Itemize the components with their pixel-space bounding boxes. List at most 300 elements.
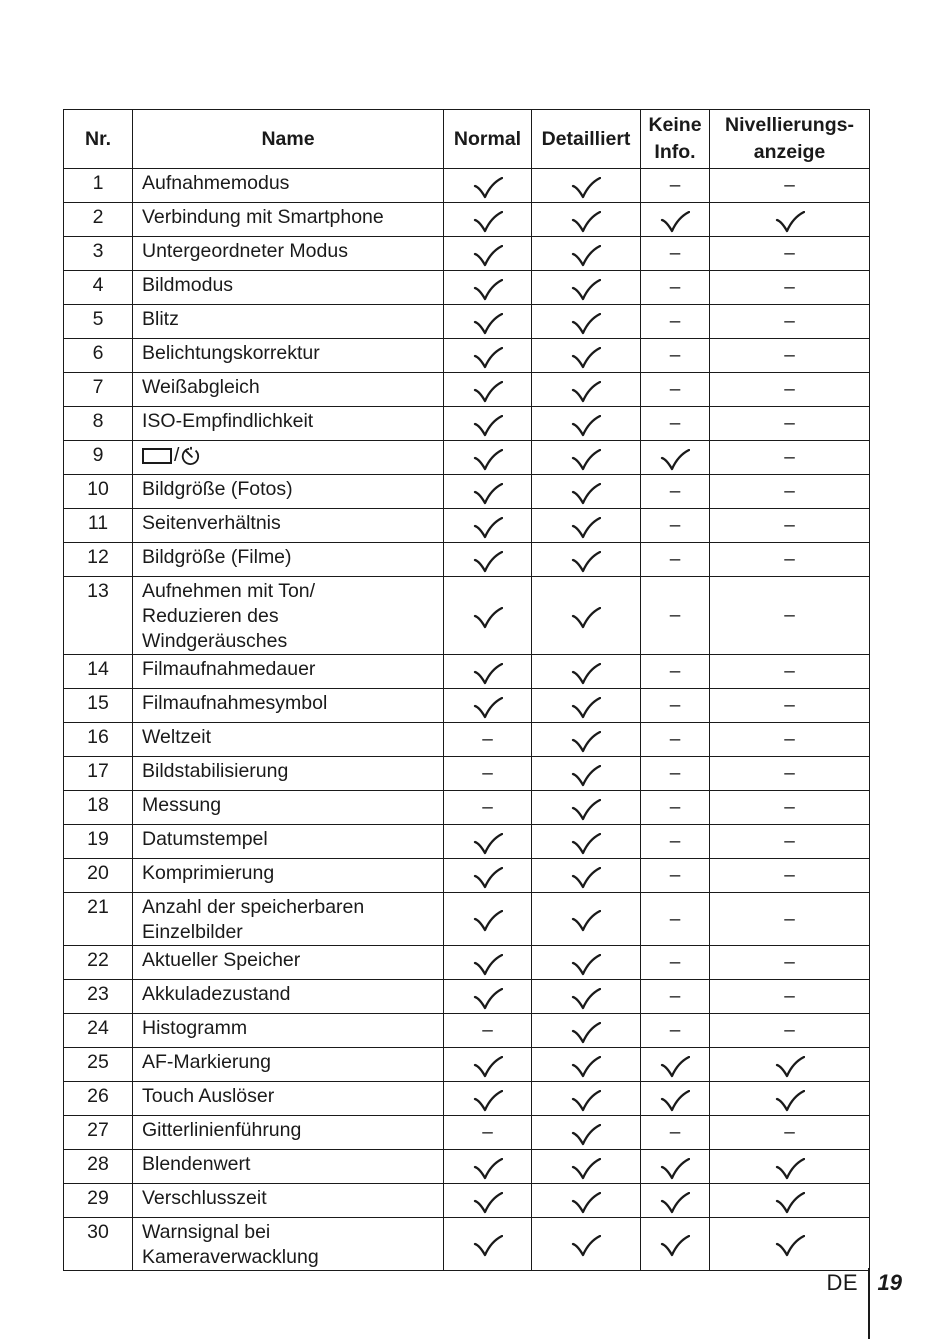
dash-mark: – bbox=[784, 1122, 795, 1143]
cell-detailliert bbox=[532, 893, 641, 946]
table-row bbox=[64, 373, 870, 407]
row-name: ISO-Empfindlichkeit bbox=[133, 407, 444, 441]
cell-keine-info bbox=[641, 791, 710, 825]
cell-detailliert bbox=[532, 441, 641, 475]
cell-nivellierungsanzeige bbox=[710, 339, 870, 373]
table-row bbox=[64, 1184, 870, 1218]
row-number: 4 bbox=[64, 271, 133, 305]
checkmark-icon bbox=[571, 347, 601, 369]
cell-keine-info bbox=[641, 305, 710, 339]
checkmark-icon bbox=[775, 1090, 805, 1112]
dash-mark: – bbox=[669, 515, 681, 536]
dash-mark: – bbox=[784, 986, 795, 1007]
checkmark-icon bbox=[473, 279, 503, 301]
dash-mark: – bbox=[784, 549, 795, 570]
cell-keine-info bbox=[641, 1218, 710, 1271]
dash-mark: – bbox=[482, 797, 493, 818]
cell-detailliert bbox=[532, 791, 641, 825]
cell-nivellierungsanzeige bbox=[710, 1082, 870, 1116]
cell-normal bbox=[444, 859, 532, 893]
row-number: 29 bbox=[64, 1184, 133, 1218]
dash-mark: – bbox=[784, 481, 795, 502]
dash-mark: – bbox=[669, 243, 681, 264]
row-name: Bildgröße (Fotos) bbox=[133, 475, 444, 509]
row-number: 10 bbox=[64, 475, 133, 509]
dash-mark: – bbox=[482, 729, 493, 750]
checkmark-icon bbox=[571, 663, 601, 685]
table-row bbox=[64, 1218, 870, 1271]
row-number: 26 bbox=[64, 1082, 133, 1116]
icon-separator: / bbox=[174, 444, 180, 466]
checkmark-icon bbox=[571, 449, 601, 471]
checkmark-icon bbox=[571, 799, 601, 821]
checkmark-icon bbox=[660, 1090, 690, 1112]
cell-normal bbox=[444, 980, 532, 1014]
checkmark-icon bbox=[473, 1056, 503, 1078]
row-name: Komprimierung bbox=[133, 859, 444, 893]
cell-nivellierungsanzeige bbox=[710, 1150, 870, 1184]
dash-mark: – bbox=[669, 549, 681, 570]
header-keine-info: Keine Info. bbox=[641, 110, 710, 169]
cell-normal bbox=[444, 543, 532, 577]
checkmark-icon bbox=[473, 954, 503, 976]
checkmark-icon bbox=[571, 211, 601, 233]
page-number: 19 bbox=[877, 1270, 902, 1295]
row-name: Weltzeit bbox=[133, 723, 444, 757]
cell-nivellierungsanzeige bbox=[710, 655, 870, 689]
checkmark-icon bbox=[473, 517, 503, 539]
cell-keine-info bbox=[641, 723, 710, 757]
cell-nivellierungsanzeige bbox=[710, 407, 870, 441]
cell-normal bbox=[444, 305, 532, 339]
cell-keine-info bbox=[641, 169, 710, 203]
cell-detailliert bbox=[532, 757, 641, 791]
cell-detailliert bbox=[532, 859, 641, 893]
cell-normal bbox=[444, 1150, 532, 1184]
checkmark-icon bbox=[473, 607, 503, 629]
cell-nivellierungsanzeige bbox=[710, 980, 870, 1014]
cell-detailliert bbox=[532, 825, 641, 859]
table-row bbox=[64, 980, 870, 1014]
cell-keine-info bbox=[641, 859, 710, 893]
dash-mark: – bbox=[784, 797, 795, 818]
checkmark-icon bbox=[571, 607, 601, 629]
row-number: 27 bbox=[64, 1116, 133, 1150]
dash-mark: – bbox=[482, 1122, 493, 1143]
cell-detailliert bbox=[532, 237, 641, 271]
table-row bbox=[64, 339, 870, 373]
dash-mark: – bbox=[784, 661, 795, 682]
cell-detailliert bbox=[532, 169, 641, 203]
cell-detailliert bbox=[532, 689, 641, 723]
row-name: Messung bbox=[133, 791, 444, 825]
cell-detailliert bbox=[532, 373, 641, 407]
header-name: Name bbox=[133, 110, 444, 169]
row-number: 21 bbox=[64, 893, 133, 946]
row-number: 11 bbox=[64, 509, 133, 543]
cell-normal bbox=[444, 203, 532, 237]
checkmark-icon bbox=[660, 1235, 690, 1257]
checkmark-icon bbox=[571, 517, 601, 539]
cell-keine-info bbox=[641, 475, 710, 509]
checkmark-icon bbox=[571, 697, 601, 719]
dash-mark: – bbox=[669, 908, 681, 930]
cell-detailliert bbox=[532, 407, 641, 441]
checkmark-icon bbox=[571, 483, 601, 505]
cell-nivellierungsanzeige bbox=[710, 169, 870, 203]
dash-mark: – bbox=[669, 605, 681, 626]
dash-mark: – bbox=[784, 447, 795, 468]
dash-mark: – bbox=[784, 908, 795, 930]
checkmark-icon bbox=[571, 177, 601, 199]
checkmark-icon bbox=[775, 1056, 805, 1078]
table-row bbox=[64, 441, 870, 475]
row-number: 14 bbox=[64, 655, 133, 689]
row-name: Datumstempel bbox=[133, 825, 444, 859]
cell-keine-info bbox=[641, 407, 710, 441]
checkmark-icon bbox=[473, 415, 503, 437]
cell-keine-info bbox=[641, 757, 710, 791]
cell-keine-info bbox=[641, 1184, 710, 1218]
cell-keine-info bbox=[641, 655, 710, 689]
dash-mark: – bbox=[784, 243, 795, 264]
row-name: Aktueller Speicher bbox=[133, 946, 444, 980]
checkmark-icon bbox=[571, 765, 601, 787]
checkmark-icon bbox=[571, 245, 601, 267]
cell-nivellierungsanzeige bbox=[710, 1014, 870, 1048]
cell-normal bbox=[444, 475, 532, 509]
checkmark-icon bbox=[473, 381, 503, 403]
row-name: Bildmodus bbox=[133, 271, 444, 305]
cell-keine-info bbox=[641, 339, 710, 373]
checkmark-icon bbox=[571, 279, 601, 301]
row-name: Bildgröße (Filme) bbox=[133, 543, 444, 577]
cell-normal bbox=[444, 1014, 532, 1048]
row-number: 20 bbox=[64, 859, 133, 893]
cell-normal bbox=[444, 339, 532, 373]
cell-keine-info bbox=[641, 271, 710, 305]
checkmark-icon bbox=[473, 1158, 503, 1180]
cell-nivellierungsanzeige bbox=[710, 373, 870, 407]
cell-detailliert bbox=[532, 305, 641, 339]
cell-normal bbox=[444, 1048, 532, 1082]
row-number: 17 bbox=[64, 757, 133, 791]
row-number: 23 bbox=[64, 980, 133, 1014]
checkmark-icon bbox=[473, 551, 503, 573]
checkmark-icon bbox=[571, 1192, 601, 1214]
cell-normal bbox=[444, 723, 532, 757]
cell-nivellierungsanzeige bbox=[710, 441, 870, 475]
row-number: 5 bbox=[64, 305, 133, 339]
cell-keine-info bbox=[641, 237, 710, 271]
table-row bbox=[64, 305, 870, 339]
row-number: 3 bbox=[64, 237, 133, 271]
dash-mark: – bbox=[784, 729, 795, 750]
cell-normal bbox=[444, 893, 532, 946]
dash-mark: – bbox=[669, 481, 681, 502]
dash-mark: – bbox=[669, 311, 681, 332]
row-number: 19 bbox=[64, 825, 133, 859]
row-name: Aufnehmen mit Ton/ Reduzieren des Windgeräusches bbox=[133, 577, 444, 655]
checkmark-icon bbox=[473, 211, 503, 233]
cell-detailliert bbox=[532, 1116, 641, 1150]
dash-mark: – bbox=[669, 277, 681, 298]
checkmark-icon bbox=[473, 449, 503, 471]
cell-nivellierungsanzeige bbox=[710, 859, 870, 893]
cell-nivellierungsanzeige bbox=[710, 237, 870, 271]
row-name: AF-Markierung bbox=[133, 1048, 444, 1082]
table-row bbox=[64, 1014, 870, 1048]
dash-mark: – bbox=[784, 413, 795, 434]
cell-normal bbox=[444, 791, 532, 825]
table-row bbox=[64, 407, 870, 441]
checkmark-icon bbox=[473, 867, 503, 889]
cell-normal bbox=[444, 373, 532, 407]
cell-keine-info bbox=[641, 441, 710, 475]
cell-detailliert bbox=[532, 1082, 641, 1116]
cell-nivellierungsanzeige bbox=[710, 475, 870, 509]
row-name: Seitenverhältnis bbox=[133, 509, 444, 543]
cell-nivellierungsanzeige bbox=[710, 509, 870, 543]
table-row bbox=[64, 271, 870, 305]
cell-nivellierungsanzeige bbox=[710, 305, 870, 339]
row-name: Weißabgleich bbox=[133, 373, 444, 407]
cell-detailliert bbox=[532, 980, 641, 1014]
checkmark-icon bbox=[473, 347, 503, 369]
checkmark-icon bbox=[473, 697, 503, 719]
row-number: 18 bbox=[64, 791, 133, 825]
dash-mark: – bbox=[669, 865, 681, 886]
cell-detailliert bbox=[532, 543, 641, 577]
row-name: Bildstabilisierung bbox=[133, 757, 444, 791]
cell-normal bbox=[444, 237, 532, 271]
checkmark-icon bbox=[473, 313, 503, 335]
cell-keine-info bbox=[641, 946, 710, 980]
checkmark-icon bbox=[775, 1235, 805, 1257]
table-row bbox=[64, 757, 870, 791]
dash-mark: – bbox=[784, 1020, 795, 1041]
table-row bbox=[64, 203, 870, 237]
cell-keine-info bbox=[641, 1150, 710, 1184]
cell-nivellierungsanzeige bbox=[710, 203, 870, 237]
checkmark-icon bbox=[775, 211, 805, 233]
cell-keine-info bbox=[641, 543, 710, 577]
row-name: Gitterlinienführung bbox=[133, 1116, 444, 1150]
cell-nivellierungsanzeige bbox=[710, 893, 870, 946]
checkmark-icon bbox=[571, 1056, 601, 1078]
dash-mark: – bbox=[669, 831, 681, 852]
row-number: 12 bbox=[64, 543, 133, 577]
dash-mark: – bbox=[784, 695, 795, 716]
cell-normal bbox=[444, 509, 532, 543]
table-row bbox=[64, 791, 870, 825]
dash-mark: – bbox=[669, 1020, 681, 1041]
cell-nivellierungsanzeige bbox=[710, 271, 870, 305]
table-row bbox=[64, 1116, 870, 1150]
row-name bbox=[133, 441, 444, 475]
cell-detailliert bbox=[532, 655, 641, 689]
cell-nivellierungsanzeige bbox=[710, 825, 870, 859]
checkmark-icon bbox=[473, 1090, 503, 1112]
checkmark-icon bbox=[571, 954, 601, 976]
cell-normal bbox=[444, 757, 532, 791]
checkmark-icon bbox=[571, 551, 601, 573]
row-name: Akkuladezustand bbox=[133, 980, 444, 1014]
row-name: Verbindung mit Smartphone bbox=[133, 203, 444, 237]
row-name: Warnsignal bei Kameraverwacklung bbox=[133, 1218, 444, 1271]
cell-normal bbox=[444, 441, 532, 475]
row-number: 25 bbox=[64, 1048, 133, 1082]
cell-normal bbox=[444, 271, 532, 305]
table-row bbox=[64, 577, 870, 655]
checkmark-icon bbox=[660, 1056, 690, 1078]
dash-mark: – bbox=[669, 1122, 681, 1143]
table-row bbox=[64, 689, 870, 723]
checkmark-icon bbox=[571, 1022, 601, 1044]
checkmark-icon bbox=[571, 1090, 601, 1112]
dash-mark: – bbox=[784, 277, 795, 298]
cell-detailliert bbox=[532, 1048, 641, 1082]
dash-mark: – bbox=[669, 729, 681, 750]
table-row bbox=[64, 543, 870, 577]
table-row bbox=[64, 723, 870, 757]
checkmark-icon bbox=[571, 833, 601, 855]
dash-mark: – bbox=[784, 605, 795, 626]
cell-normal bbox=[444, 1082, 532, 1116]
table-row bbox=[64, 1082, 870, 1116]
cell-normal bbox=[444, 689, 532, 723]
cell-detailliert bbox=[532, 946, 641, 980]
row-number: 13 bbox=[64, 577, 133, 655]
cell-keine-info bbox=[641, 203, 710, 237]
checkmark-icon bbox=[473, 245, 503, 267]
checkmark-icon bbox=[660, 1158, 690, 1180]
table-header-row bbox=[64, 110, 870, 169]
cell-nivellierungsanzeige bbox=[710, 1048, 870, 1082]
row-name: Filmaufnahmesymbol bbox=[133, 689, 444, 723]
checkmark-icon bbox=[660, 449, 690, 471]
dash-mark: – bbox=[784, 831, 795, 852]
row-name: Blitz bbox=[133, 305, 444, 339]
dash-mark: – bbox=[482, 1020, 493, 1041]
cell-nivellierungsanzeige bbox=[710, 946, 870, 980]
cell-keine-info bbox=[641, 1048, 710, 1082]
cell-keine-info bbox=[641, 893, 710, 946]
cell-detailliert bbox=[532, 1150, 641, 1184]
checkmark-icon bbox=[660, 1192, 690, 1214]
checkmark-icon bbox=[571, 1158, 601, 1180]
row-number: 24 bbox=[64, 1014, 133, 1048]
cell-detailliert bbox=[532, 203, 641, 237]
cell-nivellierungsanzeige bbox=[710, 577, 870, 655]
cell-nivellierungsanzeige bbox=[710, 791, 870, 825]
cell-nivellierungsanzeige bbox=[710, 1116, 870, 1150]
row-number: 1 bbox=[64, 169, 133, 203]
cell-keine-info bbox=[641, 1014, 710, 1048]
row-number: 7 bbox=[64, 373, 133, 407]
cell-nivellierungsanzeige bbox=[710, 757, 870, 791]
self-timer-icon bbox=[181, 446, 201, 466]
checkmark-icon bbox=[473, 910, 503, 932]
dash-mark: – bbox=[669, 379, 681, 400]
cell-nivellierungsanzeige bbox=[710, 543, 870, 577]
single-frame-icon bbox=[142, 447, 172, 465]
dash-mark: – bbox=[669, 763, 681, 784]
dash-mark: – bbox=[784, 175, 795, 196]
cell-keine-info bbox=[641, 980, 710, 1014]
checkmark-icon bbox=[775, 1192, 805, 1214]
dash-mark: – bbox=[784, 952, 795, 973]
dash-mark: – bbox=[669, 413, 681, 434]
cell-nivellierungsanzeige bbox=[710, 1184, 870, 1218]
language-code: DE bbox=[826, 1270, 859, 1295]
cell-normal bbox=[444, 655, 532, 689]
cell-keine-info bbox=[641, 1082, 710, 1116]
table-body bbox=[64, 169, 870, 1271]
row-name: Blendenwert bbox=[133, 1150, 444, 1184]
checkmark-icon bbox=[473, 483, 503, 505]
header-detailliert: Detailliert bbox=[532, 110, 641, 169]
cell-normal bbox=[444, 169, 532, 203]
cell-nivellierungsanzeige bbox=[710, 723, 870, 757]
row-number: 6 bbox=[64, 339, 133, 373]
checkmark-icon bbox=[571, 867, 601, 889]
checkmark-icon bbox=[571, 381, 601, 403]
cell-nivellierungsanzeige bbox=[710, 1218, 870, 1271]
dash-mark: – bbox=[669, 695, 681, 716]
page-footer bbox=[826, 1268, 902, 1339]
row-name: Verschlusszeit bbox=[133, 1184, 444, 1218]
footer-divider bbox=[868, 1268, 870, 1339]
cell-detailliert bbox=[532, 271, 641, 305]
table-row bbox=[64, 655, 870, 689]
cell-detailliert bbox=[532, 1218, 641, 1271]
dash-mark: – bbox=[784, 865, 795, 886]
checkmark-icon bbox=[571, 415, 601, 437]
cell-detailliert bbox=[532, 475, 641, 509]
table-row bbox=[64, 237, 870, 271]
dash-mark: – bbox=[669, 797, 681, 818]
checkmark-icon bbox=[571, 731, 601, 753]
row-number: 16 bbox=[64, 723, 133, 757]
table-row bbox=[64, 825, 870, 859]
dash-mark: – bbox=[784, 515, 795, 536]
dash-mark: – bbox=[669, 952, 681, 973]
checkmark-icon bbox=[473, 833, 503, 855]
row-name: Filmaufnahmedauer bbox=[133, 655, 444, 689]
cell-normal bbox=[444, 1116, 532, 1150]
dash-mark: – bbox=[669, 175, 681, 196]
cell-normal bbox=[444, 407, 532, 441]
dash-mark: – bbox=[669, 986, 681, 1007]
row-name: Anzahl der speicherbaren Einzelbilder bbox=[133, 893, 444, 946]
table-row bbox=[64, 169, 870, 203]
cell-normal bbox=[444, 825, 532, 859]
cell-keine-info bbox=[641, 825, 710, 859]
row-name: Aufnahmemodus bbox=[133, 169, 444, 203]
row-name: Belichtungskorrektur bbox=[133, 339, 444, 373]
checkmark-icon bbox=[473, 1235, 503, 1257]
header-normal: Normal bbox=[444, 110, 532, 169]
checkmark-icon bbox=[473, 663, 503, 685]
cell-normal bbox=[444, 1184, 532, 1218]
checkmark-icon bbox=[473, 988, 503, 1010]
cell-normal bbox=[444, 577, 532, 655]
checkmark-icon bbox=[571, 1235, 601, 1257]
dash-mark: – bbox=[669, 661, 681, 682]
row-number: 15 bbox=[64, 689, 133, 723]
cell-keine-info bbox=[641, 373, 710, 407]
